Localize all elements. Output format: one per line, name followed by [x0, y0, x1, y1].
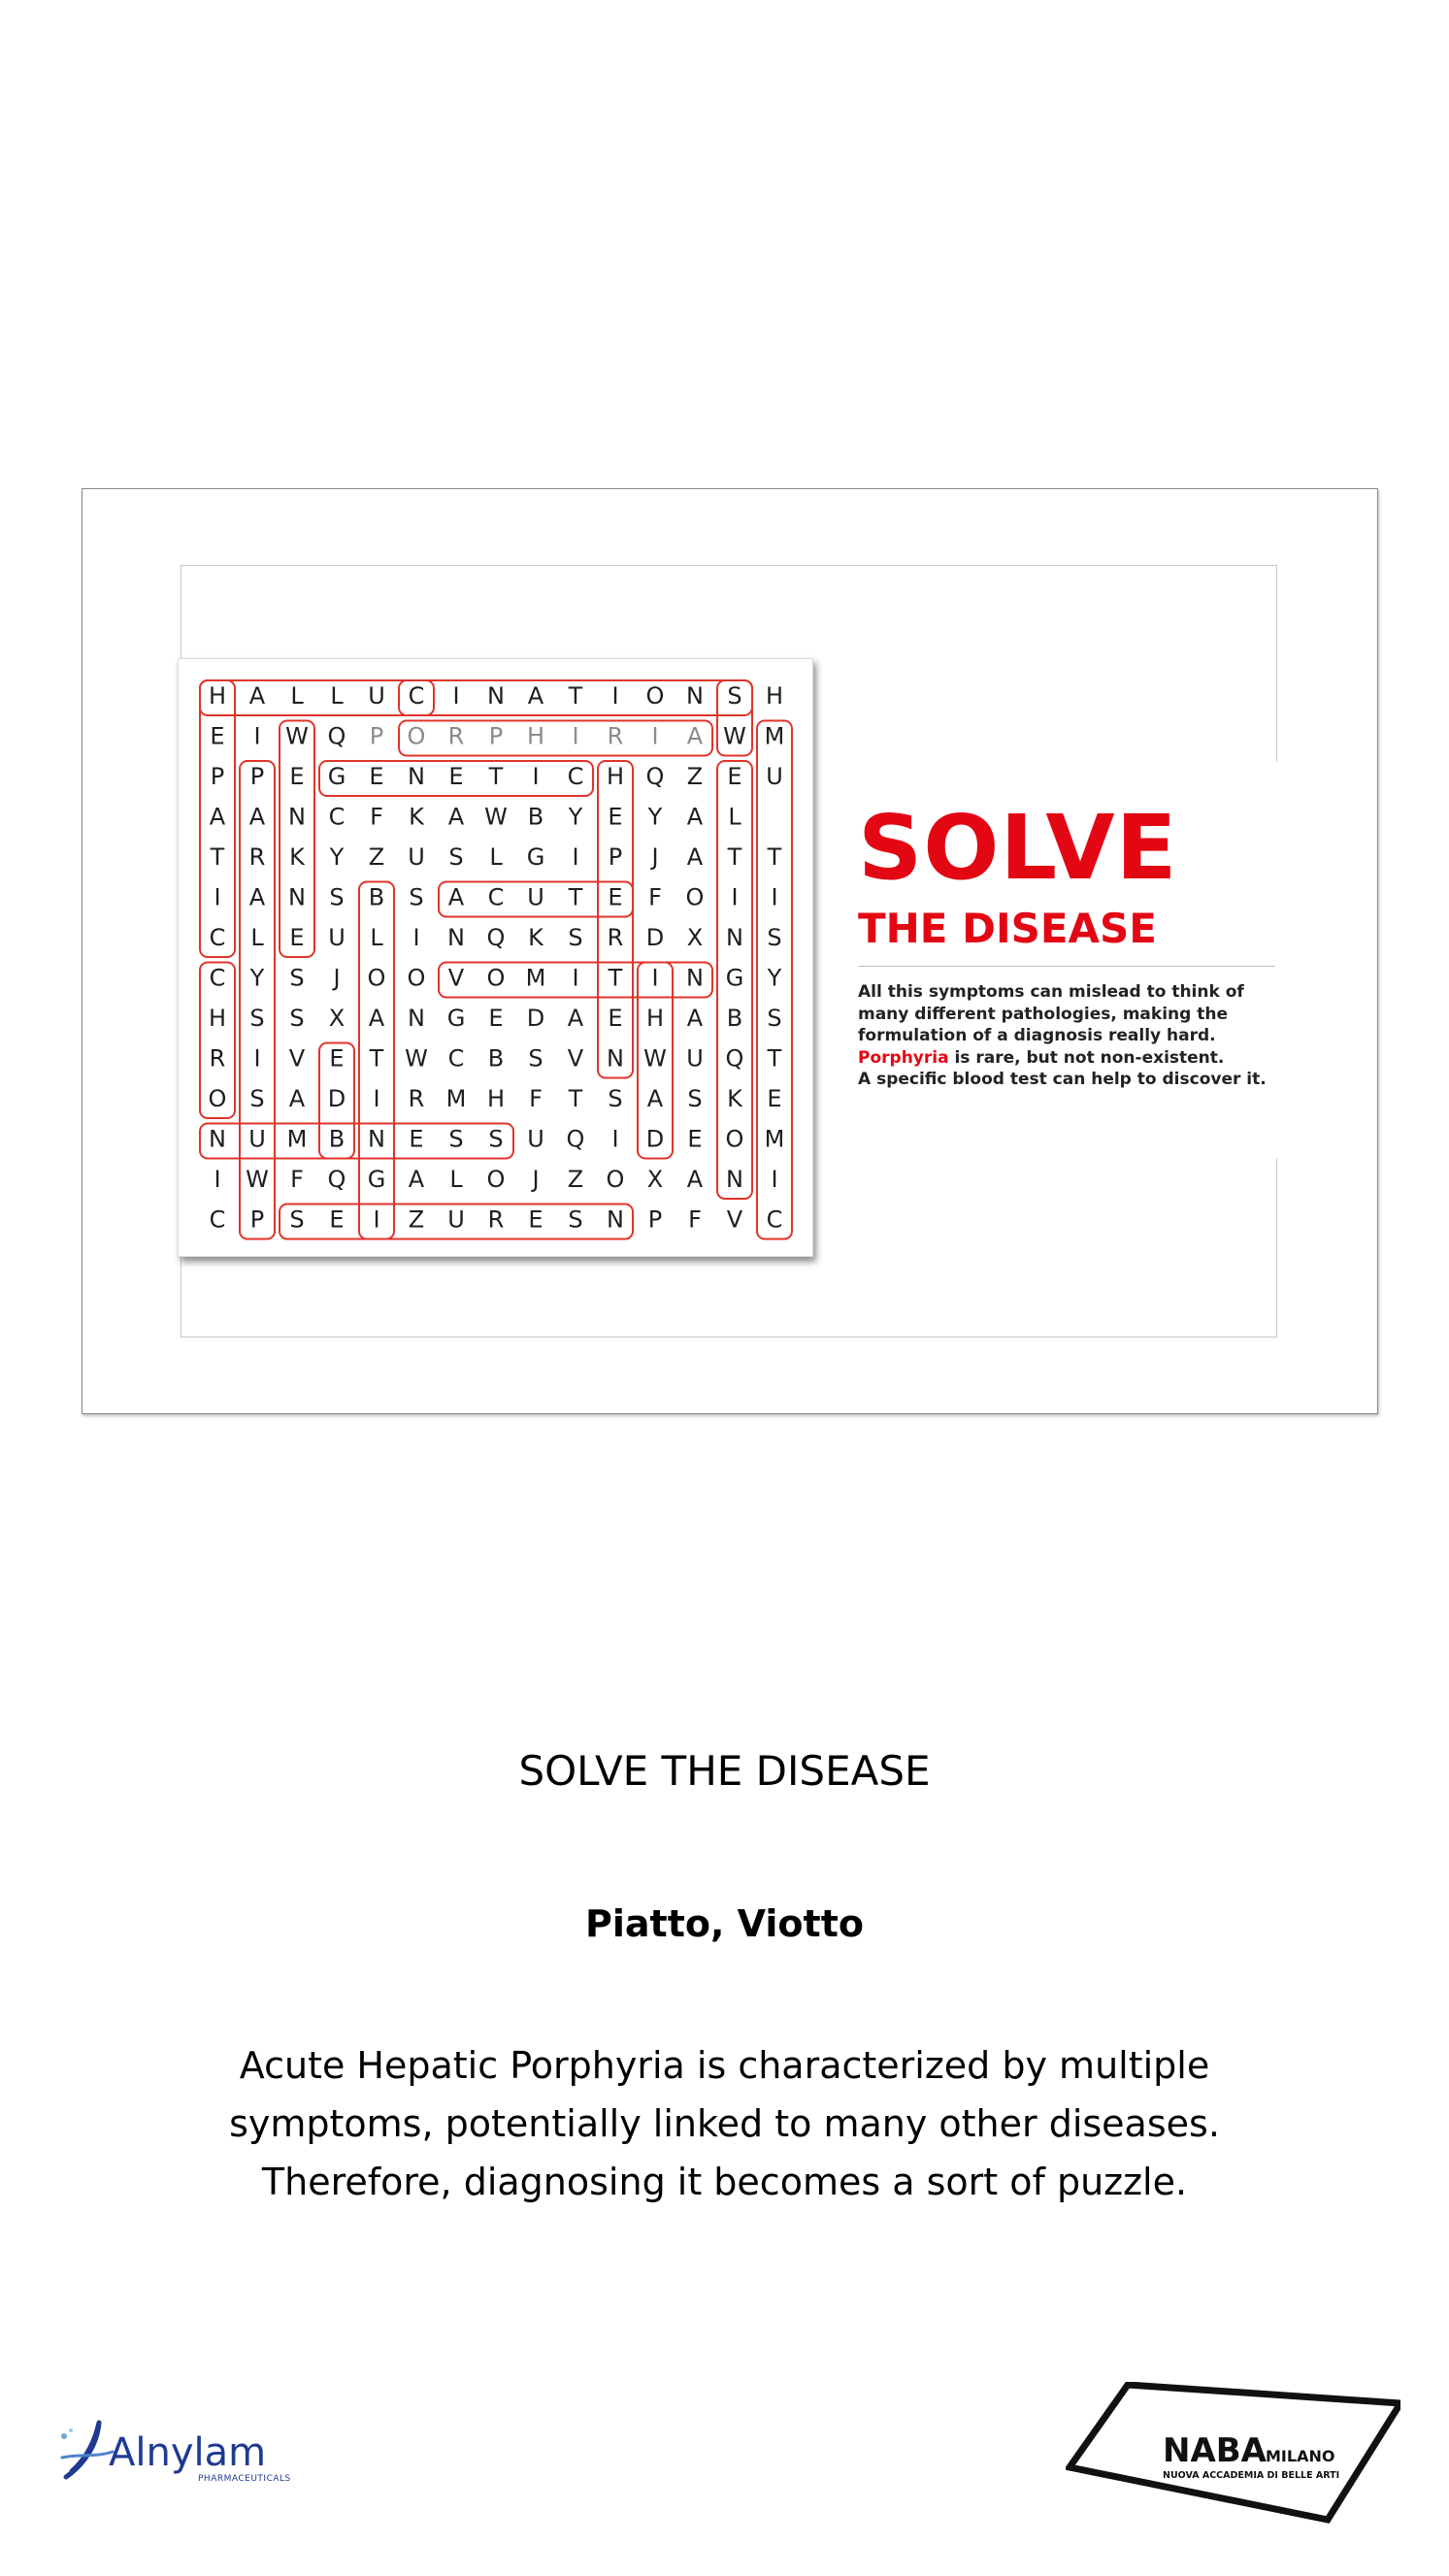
grid-letter: R [607, 722, 624, 750]
grid-letter: S [568, 1205, 583, 1234]
grid-letter: A [686, 722, 704, 750]
grid-letter: E [727, 763, 742, 790]
grid-letter: J [651, 843, 659, 871]
grid-letter: T [210, 843, 225, 871]
grid-letter: Z [567, 1166, 584, 1193]
grid-letter: D [327, 1085, 346, 1112]
grid-letter: S [448, 843, 464, 871]
blurb-highlight: Porphyria [858, 1047, 949, 1068]
blurb-line-1: All this symptoms can mislead to think of [858, 982, 1244, 1002]
grid-letter: J [333, 964, 341, 992]
grid-letter: G [725, 964, 744, 992]
grid-letter: A [686, 843, 704, 871]
grid-letter: O [367, 964, 386, 992]
grid-letter: P [249, 763, 265, 790]
grid-letter: G [327, 763, 346, 790]
grid-letter: G [526, 843, 545, 871]
grid-letter: Y [249, 964, 265, 992]
grid-letter: I [253, 1044, 261, 1073]
grid-letter: E [608, 883, 623, 911]
grid-letter: Z [368, 843, 385, 871]
grid-letter: C [408, 682, 425, 710]
grid-letter: E [409, 1125, 424, 1153]
grid-letter: A [408, 1166, 425, 1193]
blurb-line-4-rest: is rare, but not non-existent. [948, 1047, 1225, 1068]
grid-letter: O [725, 1125, 744, 1153]
grid-letter: B [487, 1044, 505, 1073]
grid-letter: R [607, 924, 624, 951]
grid-letter: O [407, 722, 426, 750]
grid-letter: Y [767, 964, 782, 992]
grid-letter: T [767, 843, 782, 871]
grid-letter: L [250, 924, 264, 951]
grid-letter: C [209, 964, 226, 992]
grid-letter: S [249, 1005, 265, 1032]
grid-letter: S [568, 924, 583, 951]
grid-letter: W [643, 1044, 667, 1073]
grid-letter: N [288, 883, 306, 911]
grid-letter: N [408, 1005, 425, 1032]
grid-letter: E [210, 722, 225, 750]
grid-letter: T [369, 1044, 384, 1073]
grid-letter: I [771, 883, 778, 911]
grid-letter: P [369, 722, 384, 750]
grid-letter: W [285, 722, 309, 750]
grid-letter: S [329, 883, 345, 911]
grid-letter: H [645, 1005, 665, 1032]
grid-letter: I [373, 1205, 380, 1234]
blurb-line-5: A specific blood test can help to discover it. [858, 1070, 1267, 1089]
naba-sub: NUOVA ACCADEMIA DI BELLE ARTI [1163, 2470, 1340, 2481]
grid-letter: D [645, 1125, 665, 1153]
grid-letter: L [449, 1166, 463, 1193]
grid-letter: N [726, 924, 743, 951]
grid-letter: E [767, 1085, 782, 1112]
grid-letter: F [370, 803, 383, 831]
grid-letter: W [723, 722, 746, 750]
grid-letter: I [452, 682, 460, 710]
grid-letter: A [209, 803, 226, 831]
grid-letter: D [645, 924, 665, 951]
grid-letter: O [208, 1085, 227, 1112]
grid-letter: N [726, 1166, 743, 1193]
grid-letter: I [572, 843, 579, 871]
grid-letter: B [726, 1005, 743, 1032]
grid-letter: H [526, 722, 545, 750]
grid-letter: A [248, 803, 266, 831]
grid-letter: I [572, 964, 579, 992]
blurb-line-4 [858, 1047, 1285, 1070]
grid-letter: A [646, 1085, 664, 1112]
alnylam-sub: PHARMACEUTICALS [198, 2474, 291, 2484]
frame-gap [1267, 762, 1286, 1158]
grid-letter: S [608, 1085, 623, 1112]
grid-letter: S [249, 1085, 265, 1112]
grid-letter: I [253, 722, 261, 750]
grid-letter: U [368, 682, 385, 710]
grid-letter: T [488, 763, 504, 790]
alnylam-name: Alnylam [109, 2430, 267, 2475]
divider [858, 966, 1275, 967]
grid-letter: N [686, 964, 704, 992]
grid-letter: W [405, 1044, 428, 1073]
grid-letter: H [208, 1005, 227, 1032]
grid-letter: K [409, 803, 424, 831]
grid-letter: E [289, 763, 305, 790]
grid-letter: R [248, 843, 266, 871]
grid-letter: E [329, 1044, 345, 1073]
grid-letter: A [527, 682, 544, 710]
grid-letter: E [608, 803, 623, 831]
grid-letter: I [412, 924, 420, 951]
grid-letter: E [369, 763, 384, 790]
grid-letter: K [289, 843, 305, 871]
headline-the-disease: THE DISEASE [858, 905, 1157, 952]
grid-letter: P [488, 722, 504, 750]
grid-letter: Q [645, 763, 665, 790]
grid-letter: Y [647, 803, 663, 831]
grid-letter: S [289, 964, 305, 992]
grid-letter: S [409, 883, 424, 911]
grid-letter: W [246, 1166, 269, 1193]
word-highlight-box [399, 721, 712, 756]
grid-letter: K [727, 1085, 742, 1112]
grid-letter: R [408, 1085, 425, 1112]
grid-letter: I [651, 722, 659, 750]
grid-letter: M [286, 1125, 308, 1153]
grid-letter: V [288, 1044, 306, 1073]
grid-letter: S [727, 682, 742, 710]
grid-letter: U [527, 1125, 544, 1153]
grid-letter: M [525, 964, 546, 992]
grid-letter: N [686, 682, 704, 710]
blurb-line-2: many different pathologies, making the [858, 1004, 1228, 1024]
grid-letter: X [686, 924, 704, 951]
grid-letter: B [527, 803, 544, 831]
grid-letter: Z [408, 1205, 425, 1234]
grid-letter: T [608, 964, 623, 992]
grid-letter: E [528, 1205, 543, 1234]
grid-letter: N [607, 1205, 624, 1234]
grid-letter: O [486, 964, 506, 992]
grid-letter: N [288, 803, 306, 831]
word-search-puzzle [178, 658, 813, 1257]
blurb-line-3: formulation of a diagnosis really hard. [858, 1026, 1216, 1045]
grid-letter: O [407, 964, 426, 992]
grid-letter: L [370, 924, 383, 951]
caption-authors: Piatto, Viotto [585, 1902, 864, 1945]
grid-letter: P [210, 763, 225, 790]
grid-letter: A [447, 803, 465, 831]
grid-letter: Q [327, 722, 346, 750]
grid-letter: S [488, 1125, 504, 1153]
grid-letter: L [728, 803, 741, 831]
grid-letter: L [489, 843, 503, 871]
headline-solve: SOLVE [858, 796, 1178, 900]
grid-letter: I [572, 722, 579, 750]
grid-letter: C [766, 1205, 783, 1234]
grid-letter: P [249, 1205, 265, 1234]
grid-letter: S [767, 924, 782, 951]
grid-letter: L [330, 682, 344, 710]
naba-city: MILANO [1266, 2447, 1335, 2465]
grid-letter: E [488, 1005, 504, 1032]
grid-letter: S [528, 1044, 543, 1073]
grid-letter: A [447, 883, 465, 911]
grid-letter: H [486, 1085, 506, 1112]
grid-letter: P [647, 1205, 663, 1234]
grid-letter: Z [686, 763, 704, 790]
grid-letter: A [248, 682, 266, 710]
grid-letter: S [448, 1125, 464, 1153]
grid-letter: C [209, 1205, 226, 1234]
caption-description: Acute Hepatic Porphyria is characterized by multiple symptoms, potentially linked to many other diseases. Therefore, diagnosing it becomes a sort of puzzle. [229, 2044, 1220, 2203]
grid-letter: M [445, 1085, 467, 1112]
grid-letter: N [447, 924, 465, 951]
grid-letter: T [568, 1085, 583, 1112]
grid-letter: A [686, 1005, 704, 1032]
naba-logo [1066, 2382, 1400, 2527]
grid-letter: I [532, 763, 540, 790]
grid-letter: E [289, 924, 305, 951]
grid-letter: M [764, 722, 785, 750]
grid-letter: A [567, 1005, 584, 1032]
grid-letter: V [447, 964, 465, 992]
word-highlight-box [200, 680, 752, 715]
grid-letter: R [209, 1044, 226, 1073]
grid-letter: I [731, 883, 739, 911]
grid-letter: C [209, 924, 226, 951]
grid-letter: V [726, 1205, 743, 1234]
grid-letter: A [248, 883, 266, 911]
grid-letter: E [329, 1205, 345, 1234]
grid-letter: S [289, 1005, 305, 1032]
grid-letter: F [688, 1205, 702, 1234]
grid-letter: O [486, 1166, 506, 1193]
grid-letter: G [446, 1005, 466, 1032]
grid-letter: U [686, 1044, 704, 1073]
caption-title: SOLVE THE DISEASE [518, 1747, 931, 1795]
grid-letter: L [290, 682, 304, 710]
grid-letter: I [771, 1166, 778, 1193]
grid-letter: N [487, 682, 505, 710]
grid-letter: I [373, 1085, 380, 1112]
grid-letter: T [727, 843, 742, 871]
grid-letter: U [766, 763, 783, 790]
grid-letter: T [767, 1044, 782, 1073]
artwork-blurb [858, 981, 1285, 1091]
word-highlight-box [200, 1124, 513, 1159]
grid-letter: C [487, 883, 505, 911]
grid-letter: Q [725, 1044, 744, 1073]
grid-letter: U [408, 843, 425, 871]
grid-letter: U [328, 924, 346, 951]
grid-letter: R [447, 722, 465, 750]
grid-letter: H [765, 682, 784, 710]
grid-letter: S [767, 1005, 782, 1032]
grid-letter: X [646, 1166, 664, 1193]
word-search-grid [179, 659, 812, 1256]
grid-letter: U [527, 883, 544, 911]
grid-letter: I [214, 1166, 221, 1193]
word-highlight-box [280, 721, 314, 958]
grid-letter: C [328, 803, 346, 831]
grid-letter: S [687, 1085, 703, 1112]
alnylam-logo [56, 2415, 318, 2493]
grid-letter: I [651, 964, 659, 992]
grid-letter: I [214, 883, 221, 911]
grid-letter: O [606, 1166, 625, 1193]
grid-letter: N [408, 763, 425, 790]
grid-letter: F [529, 1085, 543, 1112]
naba-name: NABA [1163, 2431, 1267, 2470]
grid-letter: U [447, 1205, 465, 1234]
grid-letter: I [611, 682, 619, 710]
grid-letter: V [567, 1044, 584, 1073]
grid-letter: F [290, 1166, 304, 1193]
alnylam-helix-icon [61, 2423, 113, 2477]
grid-letter: T [568, 883, 583, 911]
grid-letter: H [606, 763, 625, 790]
grid-letter: M [764, 1125, 785, 1153]
grid-letter: X [328, 1005, 346, 1032]
grid-letter: Y [329, 843, 345, 871]
grid-letter: I [611, 1125, 619, 1153]
grid-letter: N [368, 1125, 385, 1153]
grid-letter: A [368, 1005, 385, 1032]
grid-letter: D [526, 1005, 545, 1032]
grid-letter: B [368, 883, 385, 911]
grid-letter: O [685, 883, 705, 911]
grid-letter: Q [566, 1125, 585, 1153]
grid-letter: C [567, 763, 584, 790]
grid-letter: W [484, 803, 508, 831]
grid-letter: A [686, 1166, 704, 1193]
grid-letter: H [208, 682, 227, 710]
grid-letter: Q [327, 1166, 346, 1193]
grid-letter: E [448, 763, 464, 790]
grid-letter: N [607, 1044, 624, 1073]
grid-letter: R [487, 1205, 505, 1234]
grid-letter: K [528, 924, 543, 951]
grid-letter: T [568, 682, 583, 710]
grid-letter: F [648, 883, 662, 911]
grid-letter: C [447, 1044, 465, 1073]
grid-letter: G [367, 1166, 386, 1193]
grid-letter: O [645, 682, 665, 710]
grid-letter: U [248, 1125, 266, 1153]
grid-letter: P [608, 843, 623, 871]
grid-letter: E [687, 1125, 703, 1153]
grid-letter: E [608, 1005, 623, 1032]
grid-letter: Q [486, 924, 506, 951]
grid-letter: N [209, 1125, 226, 1153]
grid-letter: S [289, 1205, 305, 1234]
grid-letter: Y [568, 803, 583, 831]
grid-letter: B [328, 1125, 346, 1153]
grid-letter: J [532, 1166, 540, 1193]
grid-letter: A [288, 1085, 306, 1112]
grid-letter: A [686, 803, 704, 831]
